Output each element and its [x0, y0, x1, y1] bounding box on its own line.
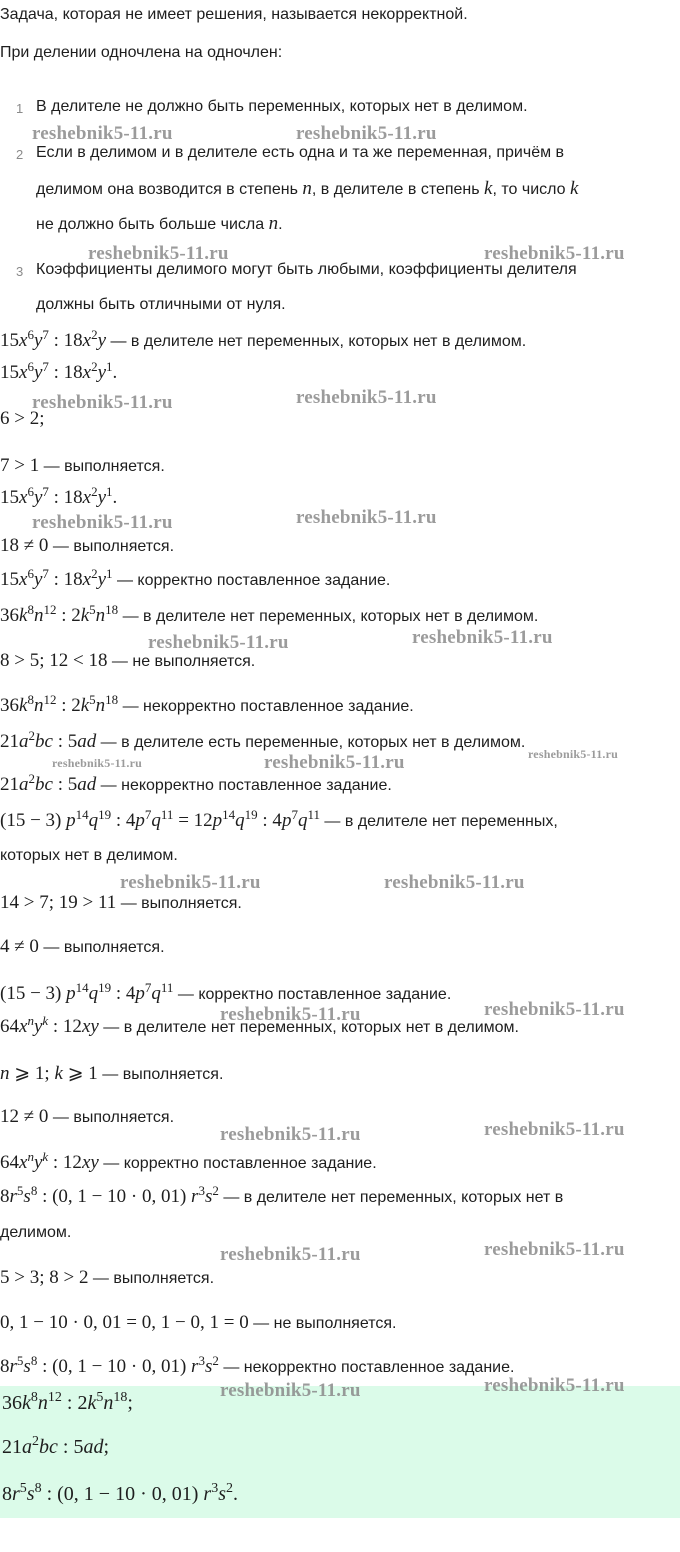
watermark-text: reshebnik5-11.ru	[296, 387, 437, 408]
rule-2-line-c: не должно быть больше числа n.	[36, 213, 283, 234]
ex4-line-4: (15 − 3) $p^{14}q^{19}$ : $4p^7q^{11}$ — корректно поставленное задание.	[0, 980, 452, 1004]
answer-line-2: $21a^2bc$ : 5ad;	[2, 1434, 110, 1458]
watermark-text: reshebnik5-11.ru	[484, 1119, 625, 1140]
watermark-text: reshebnik5-11.ru	[384, 872, 525, 893]
ex1-line-1: $15x^6y^7$ : $18x^2y$ — в делителе нет переменных, которых нет в делимом.	[0, 327, 527, 351]
watermark-text: reshebnik5-11.ru	[296, 123, 437, 144]
watermark-text: reshebnik5-11.ru	[148, 632, 289, 653]
ex4-line-2: 14 > 7; 19 > 11 — выполняется.	[0, 892, 242, 913]
ex1-line-3: 6 > 2;	[0, 408, 45, 429]
ex1-line-6: 18 ≠ 0 — выполняется.	[0, 535, 175, 556]
watermark-text: reshebnik5-11.ru	[220, 1380, 361, 1401]
ex2-line-3: $36k^8n^{12}$ : $2k^5n^{18}$ — некорректно поставленное задание.	[0, 692, 414, 716]
ex6-line-1b: делимом.	[0, 1224, 72, 1241]
watermark-text: reshebnik5-11.ru	[484, 243, 625, 264]
ex4-line-3: 4 ≠ 0 — выполняется.	[0, 936, 165, 957]
watermark-text: reshebnik5-11.ru	[32, 123, 173, 144]
ex5-line-1: $64x^ny^k$ : 12xy — в делителе нет переменных, которых нет в делимом.	[0, 1013, 519, 1037]
ex1-line-5: $15x^6y^7$ : $18x^2y^1$.	[0, 484, 118, 508]
ex3-line-1: $21a^2bc$ : 5ad — в делителе есть переменные, которых нет в делимом.	[0, 728, 526, 752]
watermark-text: reshebnik5-11.ru	[52, 756, 142, 770]
ex1-line-2: $15x^6y^7$ : $18x^2y^1$.	[0, 359, 118, 383]
answer-line-3: $8r^5s^8$ : (0, 1 − 10 · 0, 01) $r^3s^2$.	[2, 1481, 239, 1505]
ex5-line-2: n ⩾ 1; k ⩾ 1 — выполняется.	[0, 1063, 224, 1084]
ex1-line-7: $15x^6y^7$ : $18x^2y^1$ — корректно поставленное задание.	[0, 566, 391, 590]
ex6-line-3: 0, 1 − 10 · 0, 01 = 0, 1 − 0, 1 = 0 — не выполняется.	[0, 1312, 397, 1333]
watermark-text: reshebnik5-11.ru	[32, 512, 173, 533]
watermark-text: reshebnik5-11.ru	[264, 752, 405, 773]
watermark-text: reshebnik5-11.ru	[220, 1244, 361, 1265]
rule-number-1: 1	[16, 101, 24, 116]
rule-2-line-a: Если в делимом и в делителе есть одна и та же переменная, причём в	[36, 144, 565, 161]
ex6-line-4: $8r^5s^8$ : (0, 1 − 10 · 0, 01) $r^3s^2$ — некорректно поставленное задание.	[0, 1353, 515, 1377]
answer-line-1: $36k^8n^{12}$ : $2k^5n^{18}$;	[2, 1390, 133, 1414]
rule-number-2: 2	[16, 147, 24, 162]
watermark-text: reshebnik5-11.ru	[32, 392, 173, 413]
rule-3-line-b: должны быть отличными от нуля.	[36, 296, 286, 313]
watermark-text: reshebnik5-11.ru	[484, 1375, 625, 1396]
watermark-text: reshebnik5-11.ru	[528, 747, 618, 761]
ex2-line-1: $36k^8n^{12}$ : $2k^5n^{18}$ — в делителе нет переменных, которых нет в делимом.	[0, 602, 539, 626]
ex3-line-2: $21a^2bc$ : 5ad — некорректно поставленное задание.	[0, 771, 392, 795]
ex6-line-2: 5 > 3; 8 > 2 — выполняется.	[0, 1267, 215, 1288]
ex4-line-1b: которых нет в делимом.	[0, 847, 178, 864]
intro-line-2: При делении одночлена на одночлен:	[0, 44, 283, 61]
ex2-line-2: 8 > 5; 12 < 18 — не выполняется.	[0, 650, 256, 671]
watermark-text: reshebnik5-11.ru	[88, 243, 229, 264]
rule-1-text: В делителе не должно быть переменных, которых нет в делимом.	[36, 98, 528, 115]
ex4-line-1: (15 − 3) $p^{14}q^{19}$ : $4p^7q^{11} = 12p^{14}q^{19}$ : $4p^7q^{11}$ — в делителе нет переменных,	[0, 807, 558, 831]
watermark-text: reshebnik5-11.ru	[220, 1004, 361, 1025]
watermark-text: reshebnik5-11.ru	[220, 1124, 361, 1145]
rule-3-line-a: Коэффициенты делимого могут быть любыми, коэффициенты делителя	[36, 261, 577, 278]
watermark-text: reshebnik5-11.ru	[296, 507, 437, 528]
watermark-text: reshebnik5-11.ru	[484, 999, 625, 1020]
watermark-text: reshebnik5-11.ru	[484, 1239, 625, 1260]
ex5-line-4: $64x^ny^k$ : 12xy — корректно поставленное задание.	[0, 1149, 377, 1173]
answer-box	[0, 1386, 680, 1518]
rule-number-3: 3	[16, 264, 24, 279]
ex1-line-4: 7 > 1 — выполняется.	[0, 455, 165, 476]
watermark-text: reshebnik5-11.ru	[120, 872, 261, 893]
ex5-line-3: 12 ≠ 0 — выполняется.	[0, 1106, 175, 1127]
rule-2-line-b: делимом она возводится в степень n, в делителе в степень k, то число k	[36, 178, 579, 199]
watermark-text: reshebnik5-11.ru	[412, 627, 553, 648]
intro-line-1: Задача, которая не имеет решения, называется некорректной.	[0, 6, 468, 23]
ex6-line-1: $8r^5s^8$ : (0, 1 − 10 · 0, 01) $r^3s^2$ — в делителе нет переменных, которых нет в	[0, 1183, 564, 1207]
